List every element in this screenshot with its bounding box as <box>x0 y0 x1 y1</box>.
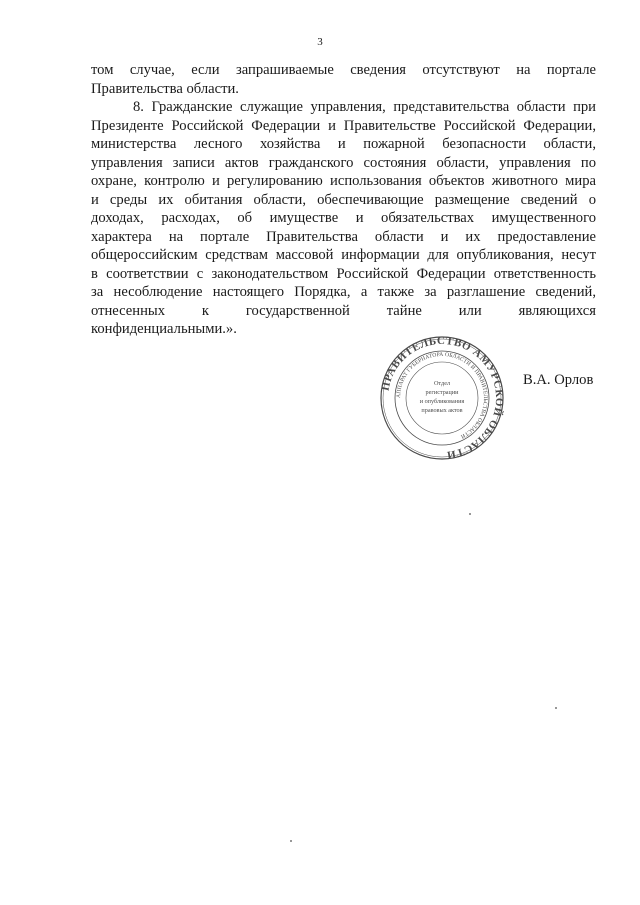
stamp-inner-text: АППАРАТ ГУБЕРНАТОРА ОБЛАСТИ И ПРАВИТЕЛЬСТВА ОБЛАСТИ <box>395 351 489 440</box>
page-number: 3 <box>317 36 323 48</box>
text-line: управления записи актов гражданского состояния области, управления по <box>91 154 596 171</box>
text-line: общероссийским средствам массовой информации для опубликования, несут <box>91 247 596 263</box>
text-line: и среды их обитания области, обеспечивающие размещение сведений о <box>91 191 596 208</box>
text-line: конфиденциальными.». <box>91 321 237 337</box>
text-line: 8. Гражданские служащие управления, представительства области при <box>133 99 596 115</box>
stamp-center-line: правовых актов <box>421 407 463 414</box>
text-line: Правительства области. <box>91 80 239 97</box>
text-line: отнесенных к государственной тайне или являющихся <box>91 302 596 319</box>
stamp-center-line: и опубликования <box>419 398 465 405</box>
stamp-center-line: регистрации <box>425 389 459 396</box>
signature-name: В.А. Орлов <box>523 372 594 388</box>
scan-speck <box>469 513 471 515</box>
scan-speck <box>555 707 557 709</box>
text-line: Президенте Российской Федерации и Правительстве Российской Федерации, <box>91 117 596 134</box>
text-line: министерства лесного хозяйства и пожарной безопасности области, <box>91 136 596 152</box>
text-line: за несоблюдение настоящего Порядка, а также за разглашение сведений, <box>91 284 596 300</box>
text-line: в соответствии с законодательством Российской Федерации ответственность <box>91 265 596 282</box>
text-line: доходах, расходах, об имуществе и обязательствах имущественного <box>91 210 596 226</box>
official-stamp <box>379 335 505 461</box>
paragraph-2 <box>91 98 596 339</box>
stamp-outer-text: ПРАВИТЕЛЬСТВО АМУРСКОЙ ОБЛАСТИ <box>379 335 505 461</box>
paragraph-1 <box>91 61 596 98</box>
scan-speck <box>290 840 292 842</box>
text-line: том случае, если запрашиваемые сведения отсутствуют на портале <box>91 62 596 78</box>
text-line: характера на портале Правительства области и их предоставление <box>91 228 596 245</box>
text-line: охране, контролю и регулированию использования объектов животного мира <box>91 173 596 189</box>
stamp-center-line: Отдел <box>433 380 451 387</box>
